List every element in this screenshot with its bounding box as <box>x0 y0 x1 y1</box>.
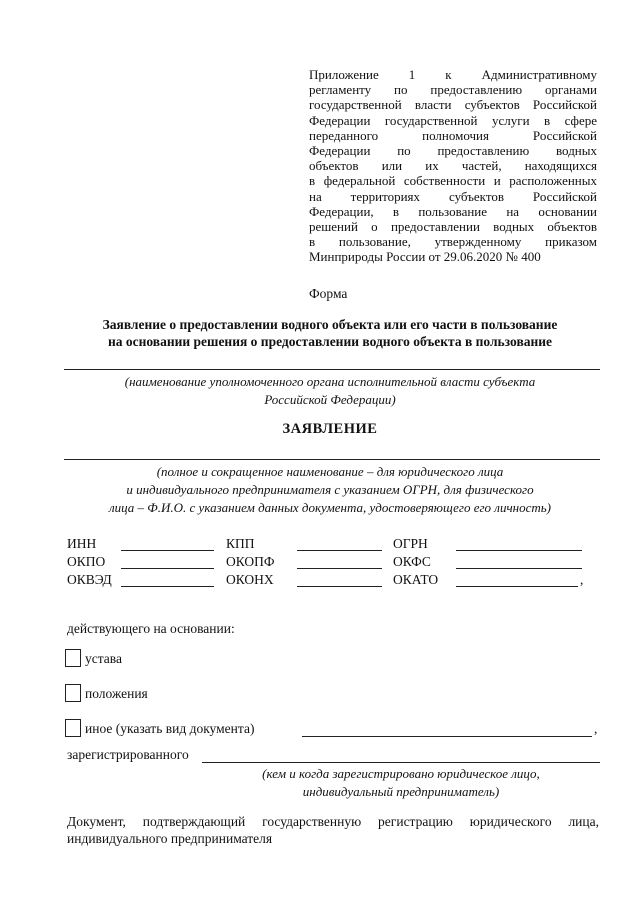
authority-hint-line: (наименование уполномоченного органа исполнительной власти субъекта <box>124 374 536 389</box>
registered-field[interactable] <box>202 762 600 763</box>
annex-line: Минприроды России от 29.06.2020 № 400 <box>309 249 541 265</box>
okpo-label: ОКПО <box>67 554 106 569</box>
inn-field[interactable] <box>121 550 214 551</box>
okpo-field[interactable] <box>121 568 214 569</box>
annex-line: Федерации государственной услуги в сфере <box>309 112 597 128</box>
annex-line: переданного полномочия Российской <box>309 127 597 143</box>
okved-label: ОКВЭД <box>67 572 112 587</box>
form-heading-line: Заявление о предоставлении водного объекта или его части в пользование <box>102 317 558 332</box>
okfs-field[interactable] <box>456 568 582 569</box>
charter-option-label: устава <box>85 651 122 666</box>
okato-label: ОКАТО <box>393 572 439 587</box>
registration-document-label <box>67 813 599 847</box>
okonh-label: ОКОНХ <box>226 572 274 587</box>
annex-block <box>309 67 597 265</box>
annex-line: регламенту по предоставлению органами <box>309 82 597 98</box>
other-checkbox[interactable] <box>65 719 81 737</box>
forma-label: Форма <box>309 286 348 301</box>
form-heading-line: на основании решения о предоставлении водного объекта в пользование <box>107 334 553 349</box>
applicant-hint <box>60 463 600 517</box>
kpp-label: КПП <box>226 536 255 551</box>
authority-field-line[interactable] <box>64 369 600 370</box>
ogrn-field[interactable] <box>456 550 582 551</box>
other-option-comma: , <box>594 721 598 736</box>
other-option-text: иное (указать вид документа) <box>85 721 255 736</box>
registered-hint-line: индивидуальный предприниматель) <box>302 784 500 799</box>
other-document-field[interactable] <box>302 736 592 737</box>
annex-line: на территориях субъектов Российской <box>309 188 597 204</box>
applicant-hint-line: лица – Ф.И.О. с указанием данных документа, удостоверяющего его личность) <box>108 500 552 515</box>
other-option-label <box>85 721 254 737</box>
annex-line: Федерации по предоставлению водных <box>309 143 597 159</box>
authority-hint-line: Российской Федерации) <box>264 392 396 407</box>
registered-hint-line: (кем и когда зарегистрировано юридическое лицо, <box>262 766 540 781</box>
okved-field[interactable] <box>121 586 214 587</box>
annex-line: в пользование, утвержденному приказом <box>309 234 597 250</box>
annex-line: решений о предоставлении водных объектов <box>309 219 597 235</box>
registration-document-line: Документ, подтверждающий государственную регистрацию юридического лица, <box>67 814 599 829</box>
registration-document-line: индивидуального предпринимателя <box>67 831 273 846</box>
ogrn-label: ОГРН <box>393 536 428 551</box>
okato-field[interactable] <box>456 586 578 587</box>
form-heading <box>60 316 600 350</box>
applicant-hint-line: (полное и сокращенное наименование – для юридического лица <box>156 464 504 479</box>
okopf-label: ОКОПФ <box>226 554 275 569</box>
regulation-checkbox[interactable] <box>65 684 81 702</box>
annex-line: объектов или их частей, находящихся <box>309 158 597 174</box>
annex-line: Федерации, в пользование на основании <box>309 203 597 219</box>
registered-hint <box>202 765 600 801</box>
okonh-field[interactable] <box>297 586 382 587</box>
annex-line: Приложение 1 к Административному <box>309 67 597 82</box>
codes-trailing-comma: , <box>580 572 584 587</box>
registered-label: зарегистрированного <box>67 747 189 762</box>
authority-hint <box>60 373 600 409</box>
applicant-hint-line: и индивидуального предпринимателя с указанием ОГРН, для физического <box>126 482 534 497</box>
applicant-field-line[interactable] <box>64 459 600 460</box>
annex-line: государственной власти субъектов Российской <box>309 97 597 113</box>
inn-label: ИНН <box>67 536 97 551</box>
okfs-label: ОКФС <box>393 554 431 569</box>
document-title: ЗАЯВЛЕНИЕ <box>282 421 378 437</box>
charter-checkbox[interactable] <box>65 649 81 667</box>
regulation-option-label: положения <box>85 686 148 701</box>
basis-label: действующего на основании: <box>67 621 235 636</box>
okopf-field[interactable] <box>297 568 382 569</box>
annex-line: в федеральной собственности и расположенных <box>309 173 597 189</box>
kpp-field[interactable] <box>297 550 382 551</box>
